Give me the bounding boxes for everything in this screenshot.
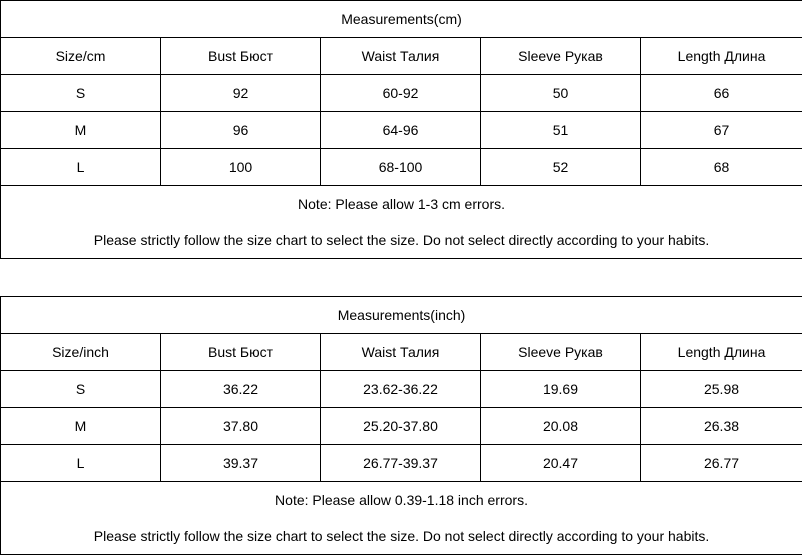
cell-sleeve: 20.08 xyxy=(481,408,641,445)
header-sleeve: Sleeve Рукав xyxy=(481,334,641,371)
table-row xyxy=(1,445,802,482)
table-row xyxy=(1,371,802,408)
table-title-row xyxy=(1,297,802,334)
advice-row xyxy=(1,518,802,555)
cell-bust: 39.37 xyxy=(161,445,321,482)
size-table-inch xyxy=(0,296,802,555)
table-row xyxy=(1,408,802,445)
cell-length: 25.98 xyxy=(641,371,802,408)
table-title: Measurements(cm) xyxy=(1,1,802,38)
cell-size: L xyxy=(1,445,161,482)
size-advice: Please strictly follow the size chart to select the size. Do not select directly according to your habits. xyxy=(1,518,802,555)
cell-length: 66 xyxy=(641,75,802,112)
cell-size: S xyxy=(1,75,161,112)
advice-row xyxy=(1,222,802,259)
table-title: Measurements(inch) xyxy=(1,297,802,334)
cell-size: M xyxy=(1,112,161,149)
table-header-row xyxy=(1,38,802,75)
table-row xyxy=(1,112,802,149)
cell-bust: 36.22 xyxy=(161,371,321,408)
cell-waist: 68-100 xyxy=(321,149,481,186)
size-advice: Please strictly follow the size chart to select the size. Do not select directly according to your habits. xyxy=(1,222,802,259)
cell-bust: 92 xyxy=(161,75,321,112)
cell-bust: 37.80 xyxy=(161,408,321,445)
cell-size: L xyxy=(1,149,161,186)
cell-sleeve: 19.69 xyxy=(481,371,641,408)
header-bust: Bust Бюст xyxy=(161,334,321,371)
cell-waist: 64-96 xyxy=(321,112,481,149)
cell-waist: 26.77-39.37 xyxy=(321,445,481,482)
header-waist: Waist Талия xyxy=(321,38,481,75)
cell-length: 26.38 xyxy=(641,408,802,445)
cell-size: S xyxy=(1,371,161,408)
cell-sleeve: 51 xyxy=(481,112,641,149)
header-bust: Bust Бюст xyxy=(161,38,321,75)
cell-length: 26.77 xyxy=(641,445,802,482)
table-row xyxy=(1,75,802,112)
header-waist: Waist Талия xyxy=(321,334,481,371)
cell-bust: 100 xyxy=(161,149,321,186)
header-size: Size/cm xyxy=(1,38,161,75)
note-row xyxy=(1,186,802,223)
table-header-row xyxy=(1,334,802,371)
cell-waist: 60-92 xyxy=(321,75,481,112)
cell-sleeve: 50 xyxy=(481,75,641,112)
note-row xyxy=(1,482,802,519)
header-length: Length Длина xyxy=(641,334,802,371)
cell-bust: 96 xyxy=(161,112,321,149)
cell-waist: 25.20-37.80 xyxy=(321,408,481,445)
cell-waist: 23.62-36.22 xyxy=(321,371,481,408)
error-note: Note: Please allow 1-3 cm errors. xyxy=(1,186,802,223)
cell-sleeve: 52 xyxy=(481,149,641,186)
error-note: Note: Please allow 0.39-1.18 inch errors. xyxy=(1,482,802,519)
size-table-cm xyxy=(0,0,802,259)
header-sleeve: Sleeve Рукав xyxy=(481,38,641,75)
table-row xyxy=(1,149,802,186)
header-size: Size/inch xyxy=(1,334,161,371)
cell-size: M xyxy=(1,408,161,445)
cell-length: 68 xyxy=(641,149,802,186)
cell-length: 67 xyxy=(641,112,802,149)
cell-sleeve: 20.47 xyxy=(481,445,641,482)
header-length: Length Длина xyxy=(641,38,802,75)
table-title-row xyxy=(1,1,802,38)
